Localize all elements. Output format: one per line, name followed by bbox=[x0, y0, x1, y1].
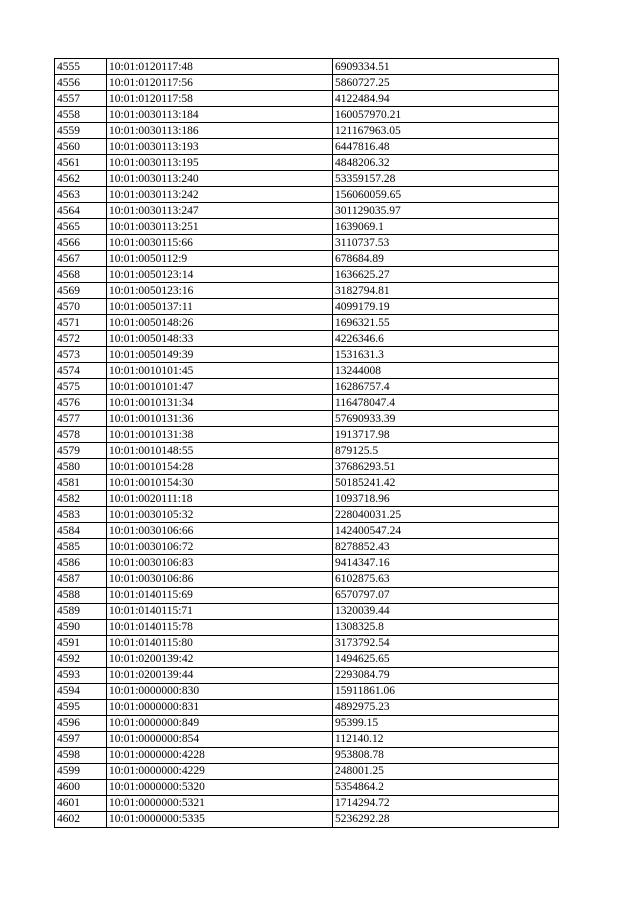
row-number-cell: 4597 bbox=[55, 731, 107, 747]
row-number-cell: 4561 bbox=[55, 155, 107, 171]
cadastral-number-cell: 10:01:0030113:184 bbox=[107, 107, 333, 123]
value-cell: 50185241.42 bbox=[333, 475, 559, 491]
value-cell: 6102875.63 bbox=[333, 571, 559, 587]
row-number-cell: 4576 bbox=[55, 395, 107, 411]
table-row bbox=[55, 779, 559, 795]
table-row bbox=[55, 491, 559, 507]
row-number-cell: 4568 bbox=[55, 267, 107, 283]
table-row bbox=[55, 635, 559, 651]
table-row bbox=[55, 459, 559, 475]
table-row bbox=[55, 715, 559, 731]
table-row bbox=[55, 347, 559, 363]
row-number-cell: 4556 bbox=[55, 75, 107, 91]
table-row bbox=[55, 571, 559, 587]
cadastral-number-cell: 10:01:0030113:242 bbox=[107, 187, 333, 203]
row-number-cell: 4569 bbox=[55, 283, 107, 299]
table-row bbox=[55, 443, 559, 459]
cadastral-number-cell: 10:01:0010131:36 bbox=[107, 411, 333, 427]
value-cell: 2293084.79 bbox=[333, 667, 559, 683]
table-row bbox=[55, 267, 559, 283]
row-number-cell: 4587 bbox=[55, 571, 107, 587]
table-row bbox=[55, 299, 559, 315]
cadastral-number-cell: 10:01:0010131:38 bbox=[107, 427, 333, 443]
value-cell: 3173792.54 bbox=[333, 635, 559, 651]
row-number-cell: 4577 bbox=[55, 411, 107, 427]
value-cell: 1636625.27 bbox=[333, 267, 559, 283]
row-number-cell: 4559 bbox=[55, 123, 107, 139]
cadastral-number-cell: 10:01:0050148:33 bbox=[107, 331, 333, 347]
cadastral-number-cell: 10:01:0140115:71 bbox=[107, 603, 333, 619]
table-row bbox=[55, 811, 559, 827]
cadastral-number-cell: 10:01:0050112:9 bbox=[107, 251, 333, 267]
table-row bbox=[55, 59, 559, 75]
table-row bbox=[55, 523, 559, 539]
cadastral-number-cell: 10:01:0140115:69 bbox=[107, 587, 333, 603]
cadastral-number-cell: 10:01:0140115:80 bbox=[107, 635, 333, 651]
row-number-cell: 4588 bbox=[55, 587, 107, 603]
value-cell: 160057970.21 bbox=[333, 107, 559, 123]
cadastral-number-cell: 10:01:0010154:30 bbox=[107, 475, 333, 491]
value-cell: 301129035.97 bbox=[333, 203, 559, 219]
table-row bbox=[55, 155, 559, 171]
row-number-cell: 4564 bbox=[55, 203, 107, 219]
row-number-cell: 4578 bbox=[55, 427, 107, 443]
value-cell: 3182794.81 bbox=[333, 283, 559, 299]
row-number-cell: 4573 bbox=[55, 347, 107, 363]
row-number-cell: 4563 bbox=[55, 187, 107, 203]
cadastral-number-cell: 10:01:0010154:28 bbox=[107, 459, 333, 475]
row-number-cell: 4557 bbox=[55, 91, 107, 107]
row-number-cell: 4590 bbox=[55, 619, 107, 635]
cadastral-number-cell: 10:01:0030106:66 bbox=[107, 523, 333, 539]
cadastral-number-cell: 10:01:0050148:26 bbox=[107, 315, 333, 331]
table-row bbox=[55, 315, 559, 331]
table-row bbox=[55, 731, 559, 747]
cadastral-number-cell: 10:01:0120117:48 bbox=[107, 59, 333, 75]
value-cell: 5354864.2 bbox=[333, 779, 559, 795]
row-number-cell: 4593 bbox=[55, 667, 107, 683]
value-cell: 1714294.72 bbox=[333, 795, 559, 811]
row-number-cell: 4594 bbox=[55, 683, 107, 699]
value-cell: 57690933.39 bbox=[333, 411, 559, 427]
table-row bbox=[55, 235, 559, 251]
cadastral-number-cell: 10:01:0010101:47 bbox=[107, 379, 333, 395]
value-cell: 1320039.44 bbox=[333, 603, 559, 619]
row-number-cell: 4565 bbox=[55, 219, 107, 235]
table-row bbox=[55, 619, 559, 635]
row-number-cell: 4566 bbox=[55, 235, 107, 251]
value-cell: 248001.25 bbox=[333, 763, 559, 779]
table-row bbox=[55, 699, 559, 715]
row-number-cell: 4601 bbox=[55, 795, 107, 811]
value-cell: 1913717.98 bbox=[333, 427, 559, 443]
row-number-cell: 4596 bbox=[55, 715, 107, 731]
value-cell: 112140.12 bbox=[333, 731, 559, 747]
value-cell: 142400547.24 bbox=[333, 523, 559, 539]
value-cell: 3110737.53 bbox=[333, 235, 559, 251]
row-number-cell: 4567 bbox=[55, 251, 107, 267]
value-cell: 6909334.51 bbox=[333, 59, 559, 75]
table-row bbox=[55, 283, 559, 299]
cadastral-number-cell: 10:01:0050123:14 bbox=[107, 267, 333, 283]
cadastral-number-cell: 10:01:0000000:849 bbox=[107, 715, 333, 731]
value-cell: 6570797.07 bbox=[333, 587, 559, 603]
table-row bbox=[55, 395, 559, 411]
value-cell: 13244008 bbox=[333, 363, 559, 379]
value-cell: 6447816.48 bbox=[333, 139, 559, 155]
table-row bbox=[55, 587, 559, 603]
cadastral-number-cell: 10:01:0000000:854 bbox=[107, 731, 333, 747]
value-cell: 678684.89 bbox=[333, 251, 559, 267]
value-cell: 4226346.6 bbox=[333, 331, 559, 347]
row-number-cell: 4581 bbox=[55, 475, 107, 491]
row-number-cell: 4599 bbox=[55, 763, 107, 779]
table-row bbox=[55, 539, 559, 555]
cadastral-number-cell: 10:01:0200139:44 bbox=[107, 667, 333, 683]
value-cell: 1093718.96 bbox=[333, 491, 559, 507]
cadastral-number-cell: 10:01:0200139:42 bbox=[107, 651, 333, 667]
table-row bbox=[55, 555, 559, 571]
table-row bbox=[55, 683, 559, 699]
cadastral-number-cell: 10:01:0140115:78 bbox=[107, 619, 333, 635]
cadastral-number-cell: 10:01:0030106:72 bbox=[107, 539, 333, 555]
value-cell: 879125.5 bbox=[333, 443, 559, 459]
cadastral-number-cell: 10:01:0000000:831 bbox=[107, 699, 333, 715]
cadastral-number-cell: 10:01:0050149:39 bbox=[107, 347, 333, 363]
cadastral-number-cell: 10:01:0000000:830 bbox=[107, 683, 333, 699]
value-cell: 37686293.51 bbox=[333, 459, 559, 475]
cadastral-number-cell: 10:01:0010148:55 bbox=[107, 443, 333, 459]
value-cell: 953808.78 bbox=[333, 747, 559, 763]
value-cell: 1531631.3 bbox=[333, 347, 559, 363]
row-number-cell: 4602 bbox=[55, 811, 107, 827]
row-number-cell: 4572 bbox=[55, 331, 107, 347]
cadastral-number-cell: 10:01:0030113:186 bbox=[107, 123, 333, 139]
cadastral-number-cell: 10:01:0120117:56 bbox=[107, 75, 333, 91]
cadastral-number-cell: 10:01:0030113:195 bbox=[107, 155, 333, 171]
row-number-cell: 4580 bbox=[55, 459, 107, 475]
table-row bbox=[55, 75, 559, 91]
table-row bbox=[55, 507, 559, 523]
row-number-cell: 4589 bbox=[55, 603, 107, 619]
table-row bbox=[55, 139, 559, 155]
table-row bbox=[55, 251, 559, 267]
table-row bbox=[55, 363, 559, 379]
row-number-cell: 4584 bbox=[55, 523, 107, 539]
value-cell: 1308325.8 bbox=[333, 619, 559, 635]
value-cell: 53359157.28 bbox=[333, 171, 559, 187]
value-cell: 4848206.32 bbox=[333, 155, 559, 171]
cadastral-number-cell: 10:01:0050137:11 bbox=[107, 299, 333, 315]
value-cell: 8278852.43 bbox=[333, 539, 559, 555]
value-cell: 228040031.25 bbox=[333, 507, 559, 523]
cadastral-number-cell: 10:01:0120117:58 bbox=[107, 91, 333, 107]
table-row bbox=[55, 123, 559, 139]
cadastral-number-cell: 10:01:0000000:5320 bbox=[107, 779, 333, 795]
cadastral-number-cell: 10:01:0050123:16 bbox=[107, 283, 333, 299]
cadastral-number-cell: 10:01:0030106:86 bbox=[107, 571, 333, 587]
table-row bbox=[55, 171, 559, 187]
value-cell: 5236292.28 bbox=[333, 811, 559, 827]
table-row bbox=[55, 795, 559, 811]
value-cell: 4892975.23 bbox=[333, 699, 559, 715]
cadastral-number-cell: 10:01:0030113:247 bbox=[107, 203, 333, 219]
table-row bbox=[55, 651, 559, 667]
cadastral-number-cell: 10:01:0010131:34 bbox=[107, 395, 333, 411]
cadastral-number-cell: 10:01:0010101:45 bbox=[107, 363, 333, 379]
table-row bbox=[55, 667, 559, 683]
table-row bbox=[55, 203, 559, 219]
table-row bbox=[55, 331, 559, 347]
cadastral-number-cell: 10:01:0030113:251 bbox=[107, 219, 333, 235]
value-cell: 4099179.19 bbox=[333, 299, 559, 315]
row-number-cell: 4571 bbox=[55, 315, 107, 331]
cadastral-number-cell: 10:01:0030113:240 bbox=[107, 171, 333, 187]
row-number-cell: 4583 bbox=[55, 507, 107, 523]
row-number-cell: 4562 bbox=[55, 171, 107, 187]
value-cell: 16286757.4 bbox=[333, 379, 559, 395]
table-row bbox=[55, 475, 559, 491]
cadastral-number-cell: 10:01:0000000:5335 bbox=[107, 811, 333, 827]
value-cell: 1696321.55 bbox=[333, 315, 559, 331]
value-cell: 121167963.05 bbox=[333, 123, 559, 139]
table-row bbox=[55, 91, 559, 107]
row-number-cell: 4592 bbox=[55, 651, 107, 667]
cadastral-number-cell: 10:01:0030105:32 bbox=[107, 507, 333, 523]
table-row bbox=[55, 379, 559, 395]
table-row bbox=[55, 107, 559, 123]
value-cell: 5860727.25 bbox=[333, 75, 559, 91]
row-number-cell: 4579 bbox=[55, 443, 107, 459]
value-cell: 4122484.94 bbox=[333, 91, 559, 107]
cadastral-number-cell: 10:01:0000000:4229 bbox=[107, 763, 333, 779]
data-table bbox=[54, 58, 559, 828]
row-number-cell: 4575 bbox=[55, 379, 107, 395]
row-number-cell: 4600 bbox=[55, 779, 107, 795]
row-number-cell: 4570 bbox=[55, 299, 107, 315]
cadastral-number-cell: 10:01:0000000:5321 bbox=[107, 795, 333, 811]
table-row bbox=[55, 747, 559, 763]
value-cell: 9414347.16 bbox=[333, 555, 559, 571]
table-row bbox=[55, 763, 559, 779]
cadastral-number-cell: 10:01:0020111:18 bbox=[107, 491, 333, 507]
table-body bbox=[55, 59, 559, 828]
row-number-cell: 4591 bbox=[55, 635, 107, 651]
row-number-cell: 4582 bbox=[55, 491, 107, 507]
value-cell: 156060059.65 bbox=[333, 187, 559, 203]
table-row bbox=[55, 603, 559, 619]
value-cell: 1494625.65 bbox=[333, 651, 559, 667]
cadastral-number-cell: 10:01:0030113:193 bbox=[107, 139, 333, 155]
value-cell: 1639069.1 bbox=[333, 219, 559, 235]
cadastral-number-cell: 10:01:0030115:66 bbox=[107, 235, 333, 251]
row-number-cell: 4586 bbox=[55, 555, 107, 571]
value-cell: 15911861.06 bbox=[333, 683, 559, 699]
table-row bbox=[55, 411, 559, 427]
table-row bbox=[55, 187, 559, 203]
table-row bbox=[55, 427, 559, 443]
table-row bbox=[55, 219, 559, 235]
row-number-cell: 4595 bbox=[55, 699, 107, 715]
row-number-cell: 4574 bbox=[55, 363, 107, 379]
value-cell: 95399.15 bbox=[333, 715, 559, 731]
row-number-cell: 4558 bbox=[55, 107, 107, 123]
row-number-cell: 4555 bbox=[55, 59, 107, 75]
row-number-cell: 4598 bbox=[55, 747, 107, 763]
row-number-cell: 4585 bbox=[55, 539, 107, 555]
cadastral-number-cell: 10:01:0000000:4228 bbox=[107, 747, 333, 763]
value-cell: 116478047.4 bbox=[333, 395, 559, 411]
cadastral-number-cell: 10:01:0030106:83 bbox=[107, 555, 333, 571]
row-number-cell: 4560 bbox=[55, 139, 107, 155]
